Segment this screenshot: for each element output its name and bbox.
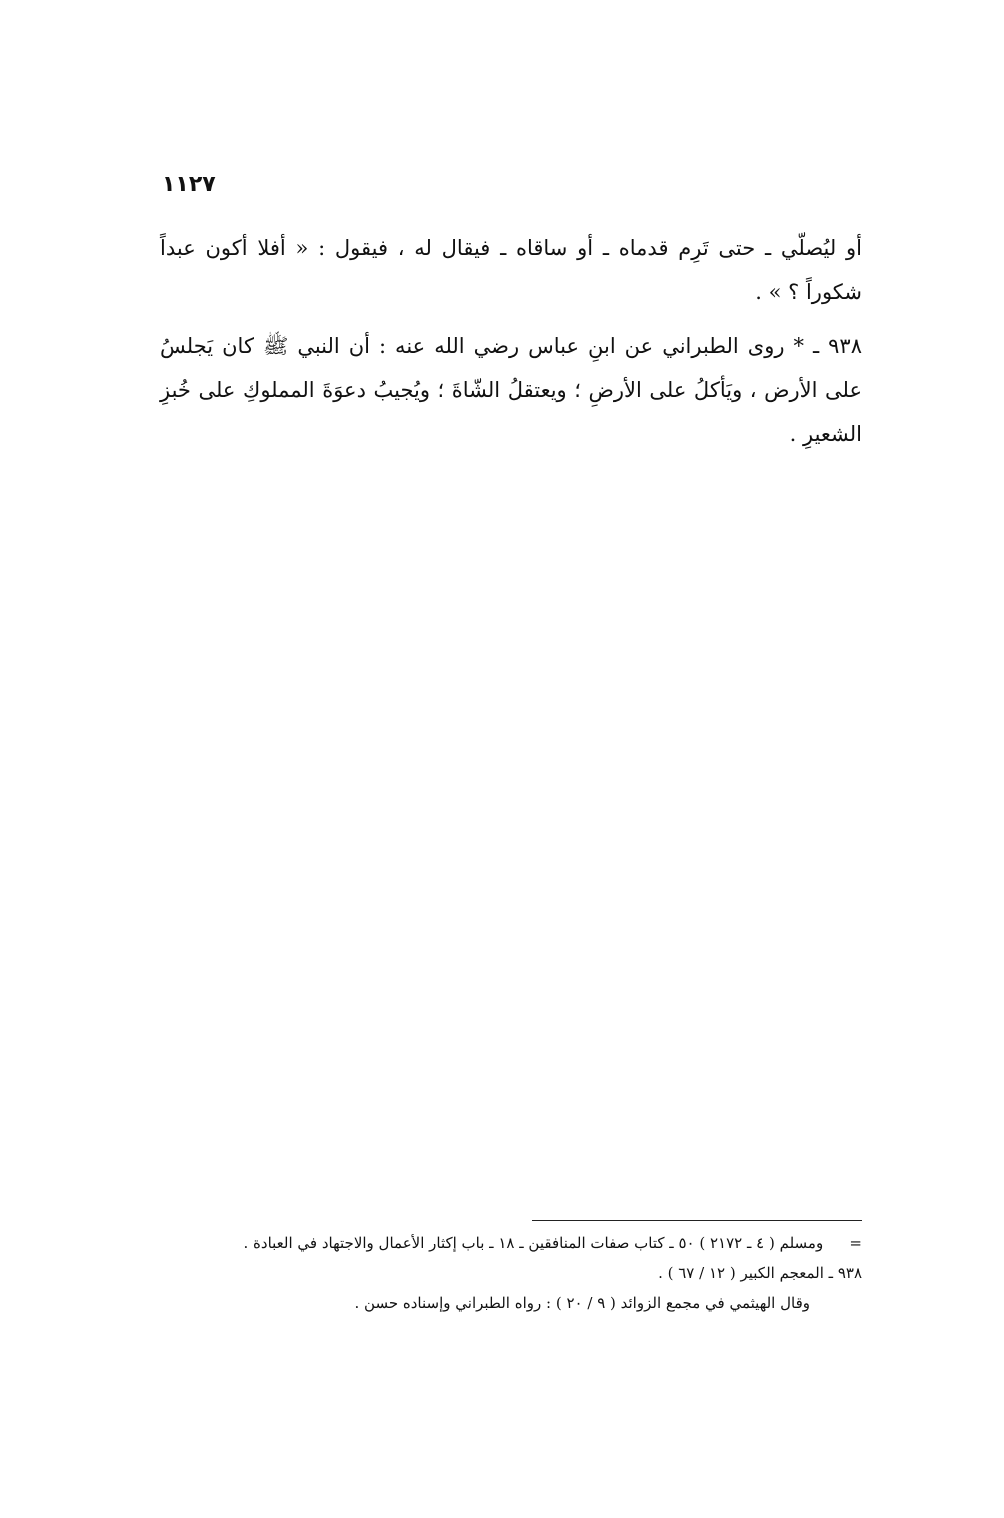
continuation-marker: = — [849, 1234, 862, 1252]
paragraph-continuation: أو ليُصلّي ـ حتى تَرِم قدماه ـ أو ساقاه ـ فيقال له ، فيقول : « أفلا أكون عبداً شكوراً ؟ » . — [160, 236, 862, 304]
footnote-line: ٩٣٨ ـ المعجم الكبير ( ١٢ / ٦٧ ) . — [658, 1264, 862, 1282]
page-number: ١١٢٧ — [162, 172, 216, 197]
footnote-line: وقال الهيثمي في مجمع الزوائد ( ٩ / ٢٠ ) : رواه الطبراني وإسناده حسن . — [354, 1294, 810, 1312]
footnote-text: ومسلم ( ٤ ـ ٢١٧٢ ) ٥٠ ـ كتاب صفات المنافقين ـ ١٨ ـ باب إكثار الأعمال والاجتهاد في العبادة . — [243, 1234, 824, 1252]
main-text — [160, 226, 862, 466]
footnote-separator — [532, 1220, 862, 1221]
footnote-line — [243, 1228, 862, 1258]
footnotes — [243, 1228, 862, 1318]
paragraph-hadith-938: ٩٣٨ ـ * روى الطبراني عن ابنِ عباس رضي الله عنه : أن النبي ﷺ كان يَجلسُ على الأرض ، ويَأكلُ على الأرضِ ؛ ويعتقلُ الشّاةَ ؛ ويُجيبُ دعوَةَ المملوكِ على خُبزِ الشعيرِ . — [160, 334, 862, 446]
